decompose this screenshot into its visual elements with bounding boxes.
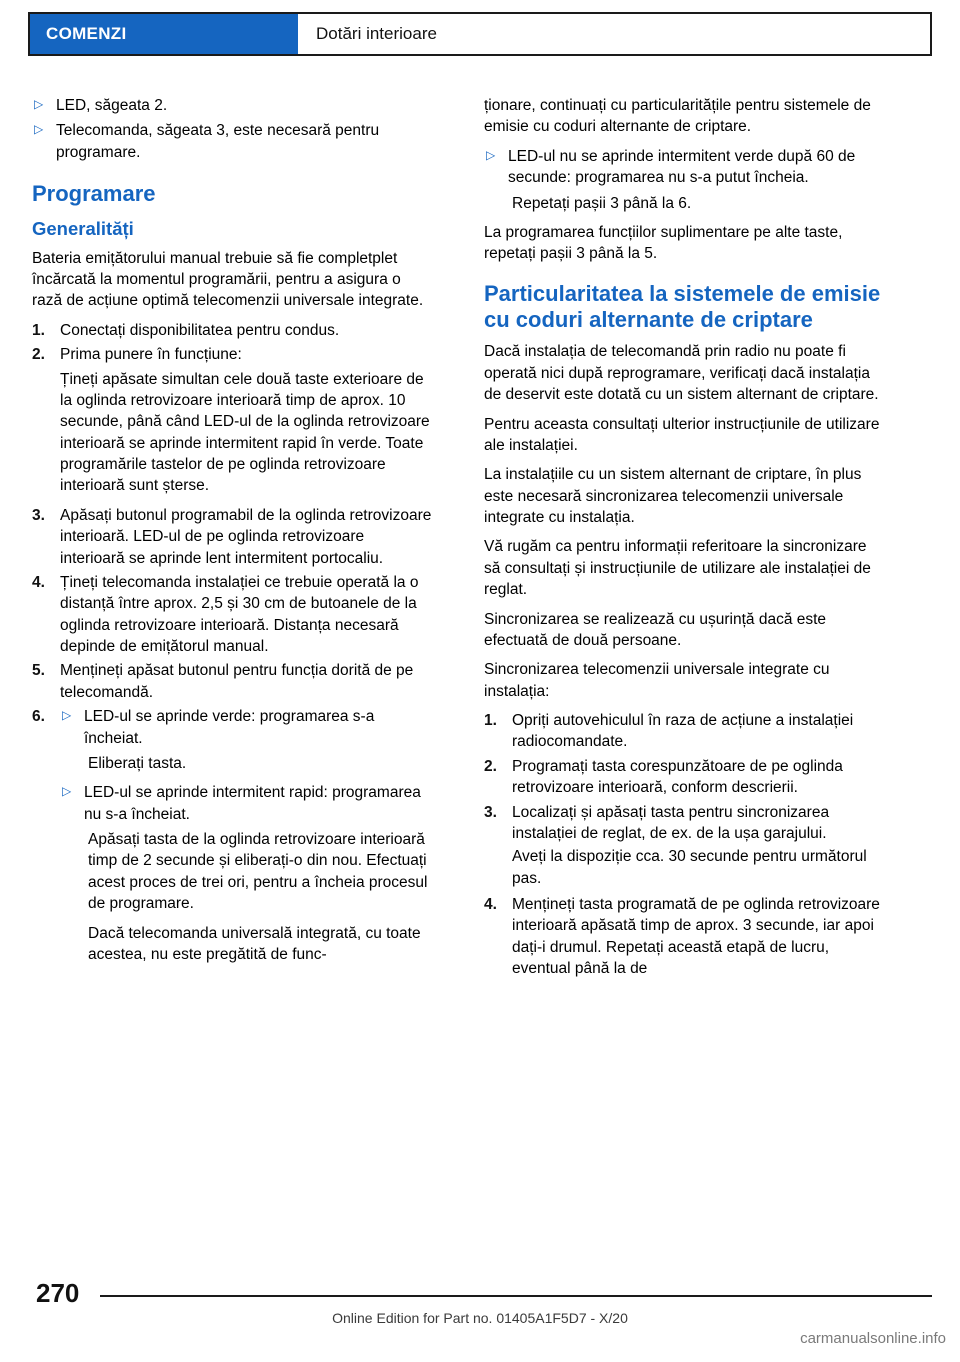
right-paragraph: Pentru aceasta consultați ulterior instrucțiunile de utilizare ale instalației. [484, 415, 880, 454]
bullet-triangle-icon: ▷ [62, 784, 72, 799]
step-number: 2. [32, 346, 45, 364]
repeat-steps-paragraph: La programarea funcțiilor suplimentare pe alte taste, repetați pașii 3 până la 5. [484, 223, 843, 263]
numbered-step [32, 320, 432, 341]
header-title: Dotări interioare [316, 24, 437, 43]
left-column [32, 95, 432, 976]
step-text [512, 802, 884, 892]
footer-divider [100, 1295, 932, 1297]
page-number: 270 [36, 1278, 80, 1308]
step-number: 5. [32, 662, 45, 680]
right-paragraph: Sincronizarea telecomenzii universale integrate cu instalația: [484, 661, 830, 700]
step-number: 1. [484, 712, 497, 730]
step-text: Programați tasta corespunzătoare de pe oglinda retrovizoare interioară, conform descrierii. [512, 757, 843, 797]
heading-generalitati: Generalități [32, 217, 134, 239]
step-number: 3. [484, 803, 497, 821]
step-number: 6. [32, 708, 45, 726]
step3-main-text: Localizați și apăsați tasta pentru sincronizarea instalației de reglat, de ex. de la ușa garajului. [512, 803, 830, 842]
heading-programare: Programare [32, 181, 156, 207]
heading-particularitatea: Particularitatea la sistemele de emisie cu coduri alternante de criptare [484, 280, 881, 333]
page-header [28, 12, 932, 56]
step-text: Opriți autovehiculul în raza de acțiune a instalației radiocomandate. [512, 712, 854, 751]
numbered-step [32, 706, 432, 973]
bullet-item [60, 706, 432, 749]
bullet-item [32, 95, 432, 116]
step6-release-text: Eliberați tasta. [88, 754, 187, 772]
step-number: 4. [484, 896, 497, 914]
bullet-text: LED-ul se aprinde intermitent rapid: programarea nu s-a încheiat. [84, 784, 421, 823]
bullet-text: LED-ul se aprinde verde: programarea s-a încheiat. [84, 708, 375, 747]
numbered-step [484, 710, 884, 753]
step-number: 3. [32, 506, 45, 524]
bullet-text: Telecomanda, săgeata 3, este necesară pentru programare. [56, 122, 380, 161]
step-text: Prima punere în funcțiune: [60, 346, 242, 364]
step6-tail-text: Dacă telecomanda universală integrată, cu toate acestea, nu este pregătită de func- [88, 924, 421, 963]
right-paragraph: La instalațiile cu un sistem alternant de criptare, în plus este necesară sincronizarea telecomenzii universale integrate cu instalația. [484, 466, 862, 527]
bullet-follow-text: Repetați pașii 3 până la 6. [512, 194, 692, 212]
intro-paragraph: Bateria emițătorului manual trebuie să fie completplet încărcată la momentul programării, pentru a asigura o rază de acțiune optimă telecomenzii universale integrate. [32, 249, 424, 310]
footer-note: Online Edition for Part no. 01405A1F5D7 - X/20 [332, 1310, 628, 1326]
right-paragraph: Vă rugăm ca pentru informații referitoare la sincronizare să consultați și instrucțiunile de utilizare ale instalației de reglat. [484, 538, 871, 599]
step-text: Țineți telecomanda instalației ce trebuie operată la o distanță între aprox. 2,5 și 30 cm de butoanele de la oglinda retrovizoare interioară. Distanța necesară depinde de emițătorul manual. [60, 573, 419, 656]
continuation-paragraph: ționare, continuați cu particularitățile pentru sistemele de emisie cu coduri alternante de criptare. [484, 97, 871, 136]
bullet-item [32, 120, 432, 163]
bullet-item [484, 146, 884, 189]
right-paragraph: Dacă instalația de telecomandă prin radio nu poate fi operată nici după reprogramare, verificați dacă instalația de deservit este dotată cu un sistem alternant de criptare. [484, 343, 879, 404]
step-text: Mențineți tasta programată de pe oglinda retrovizoare interioară apăsată timp de aprox. 3 secunde, iar apoi dați-i drumul. Repetați această etapă de lucru, eventual până la de [512, 896, 880, 978]
numbered-step [32, 660, 432, 703]
numbered-step [484, 802, 884, 892]
step-number: 1. [32, 321, 45, 339]
right-paragraph: Sincronizarea se realizează cu ușurință dacă este efectuată de două persoane. [484, 610, 827, 649]
numbered-step [484, 894, 884, 980]
step-number: 4. [32, 573, 45, 591]
numbered-step [32, 344, 432, 365]
bullet-triangle-icon: ▷ [34, 122, 44, 137]
step-number: 2. [484, 757, 497, 775]
step6-retry-text: Apăsați tasta de la oglinda retrovizoare interioară timp de 2 secunde și eliberați-o din nou. Efectuați acest proces de trei ori, pentru a încheia procesul de programare. [88, 831, 428, 913]
bullet-text: LED, săgeata 2. [56, 97, 168, 114]
bullet-triangle-icon: ▷ [62, 708, 72, 723]
numbered-step [32, 572, 432, 658]
step2-detail: Țineți apăsate simultan cele două taste exterioare de la oglinda retrovizoare interioară timp de aprox. 10 secunde, până când LED-ul de la oglinda retrovizoare interioară se aprinde intermitent rapid în verde. Toate programările tastelor de pe oglinda retrovizoare interioară sunt șterse. [60, 370, 430, 495]
numbered-step [32, 505, 432, 569]
watermark: carmanualsonline.info [800, 1330, 946, 1347]
bullet-triangle-icon: ▷ [486, 147, 496, 162]
bullet-text: LED-ul nu se aprinde intermitent verde după 60 de secunde: programarea nu s-a putut încheia. [508, 147, 856, 187]
numbered-step [484, 756, 884, 799]
right-column [484, 95, 884, 983]
header-section-tab: COMENZI [30, 14, 298, 54]
bullet-triangle-icon: ▷ [34, 97, 44, 111]
bullet-item [60, 782, 432, 825]
step-text: Apăsați butonul programabil de la oglinda retrovizoare interioară. LED-ul de pe oglinda retrovizoare interioară se aprinde lent intermitent portocaliu. [60, 506, 432, 567]
step-text: Mențineți apăsat butonul pentru funcția dorită de pe telecomandă. [60, 662, 414, 701]
step3-detail: Aveți la dispoziție cca. 30 secunde pentru următorul pas. [512, 848, 867, 887]
step-text [60, 706, 432, 973]
step-text: Conectați disponibilitatea pentru condus. [60, 321, 340, 339]
